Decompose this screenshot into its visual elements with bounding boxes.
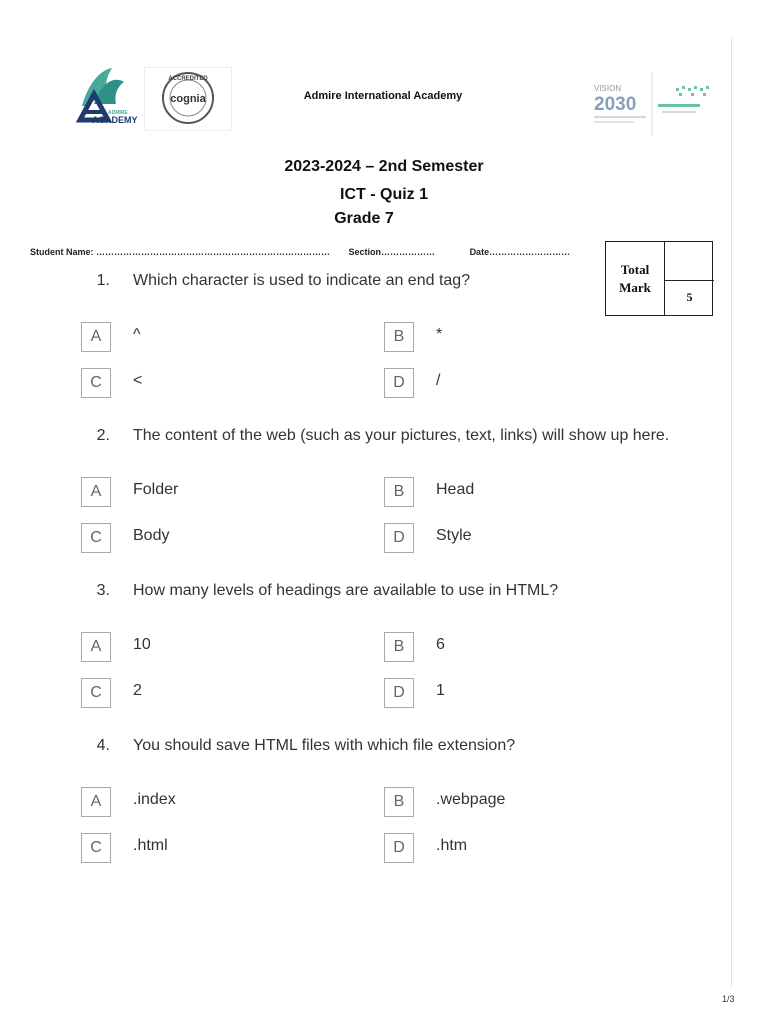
option-box-a[interactable]: A [81,787,111,817]
question-number: 4. [96,737,110,754]
option-box-a[interactable]: A [81,477,111,507]
question-text: The content of the web (such as your pictures, text, links) will show up here. [133,427,670,444]
option-text-c: .html [133,837,168,854]
option-box-b[interactable]: B [384,477,414,507]
option-box-d[interactable]: D [384,523,414,553]
date-field[interactable]: Date……………………… [469,247,571,257]
quiz-title: ICT - Quiz 1 [340,186,428,203]
question-number: 2. [96,427,110,444]
academy-logo-text: ACADEMY [92,115,138,125]
option-text-d: / [436,372,441,389]
vision-2030-logo [590,66,720,138]
option-text-d: 1 [436,682,445,699]
page-number: 1/3 [722,994,735,1004]
question-text: You should save HTML files with which file extension? [133,737,516,754]
svg-text:ADMIRE: ADMIRE [108,110,128,116]
option-box-b[interactable]: B [384,632,414,662]
total-mark-value: 5 [686,290,693,304]
option-text-c: 2 [133,682,142,699]
cognia-logo [144,67,232,131]
option-box-d[interactable]: D [384,678,414,708]
option-text-a: ^ [133,326,141,343]
option-text-b: 6 [436,636,445,653]
option-text-c: < [133,372,143,389]
option-text-b: * [436,326,443,343]
cognia-logo-text: cognia [170,93,206,105]
student-info-line [30,247,584,257]
option-box-a[interactable]: A [81,322,111,352]
option-box-a[interactable]: A [81,632,111,662]
option-box-c[interactable]: C [81,833,111,863]
cognia-ring-text: ACCREDITED [168,76,208,82]
question-text: Which character is used to indicate an end tag? [133,272,471,289]
option-text-a: Folder [133,481,179,498]
student-name-field[interactable]: Student Name: …………………………………………………………………… [30,247,331,257]
option-box-b[interactable]: B [384,322,414,352]
total-mark-label: Total Mark [619,262,651,295]
academy-logo [74,64,140,126]
vision-text: VISION [594,84,622,93]
option-text-c: Body [133,527,170,544]
option-text-d: .htm [436,837,468,854]
option-box-b[interactable]: B [384,787,414,817]
option-text-b: Head [436,481,475,498]
option-box-c[interactable]: C [81,523,111,553]
page-edge [731,38,732,988]
option-text-a: 10 [133,636,151,653]
option-box-c[interactable]: C [81,368,111,398]
grade-title: Grade 7 [334,210,394,227]
school-name: Admire International Academy [303,90,463,102]
question-number: 3. [96,582,110,599]
vision-year: 2030 [594,94,637,115]
question-number: 1. [96,272,110,289]
option-text-d: Style [436,527,472,544]
total-mark-box [605,241,713,316]
question-text: How many levels of headings are available to use in HTML? [133,582,559,599]
option-text-b: .webpage [436,791,506,808]
option-box-d[interactable]: D [384,833,414,863]
option-box-d[interactable]: D [384,368,414,398]
section-field[interactable]: Section……………… [348,247,436,257]
semester-title: 2023-2024 – 2nd Semester [284,158,484,175]
option-text-a: .index [133,791,176,808]
option-box-c[interactable]: C [81,678,111,708]
